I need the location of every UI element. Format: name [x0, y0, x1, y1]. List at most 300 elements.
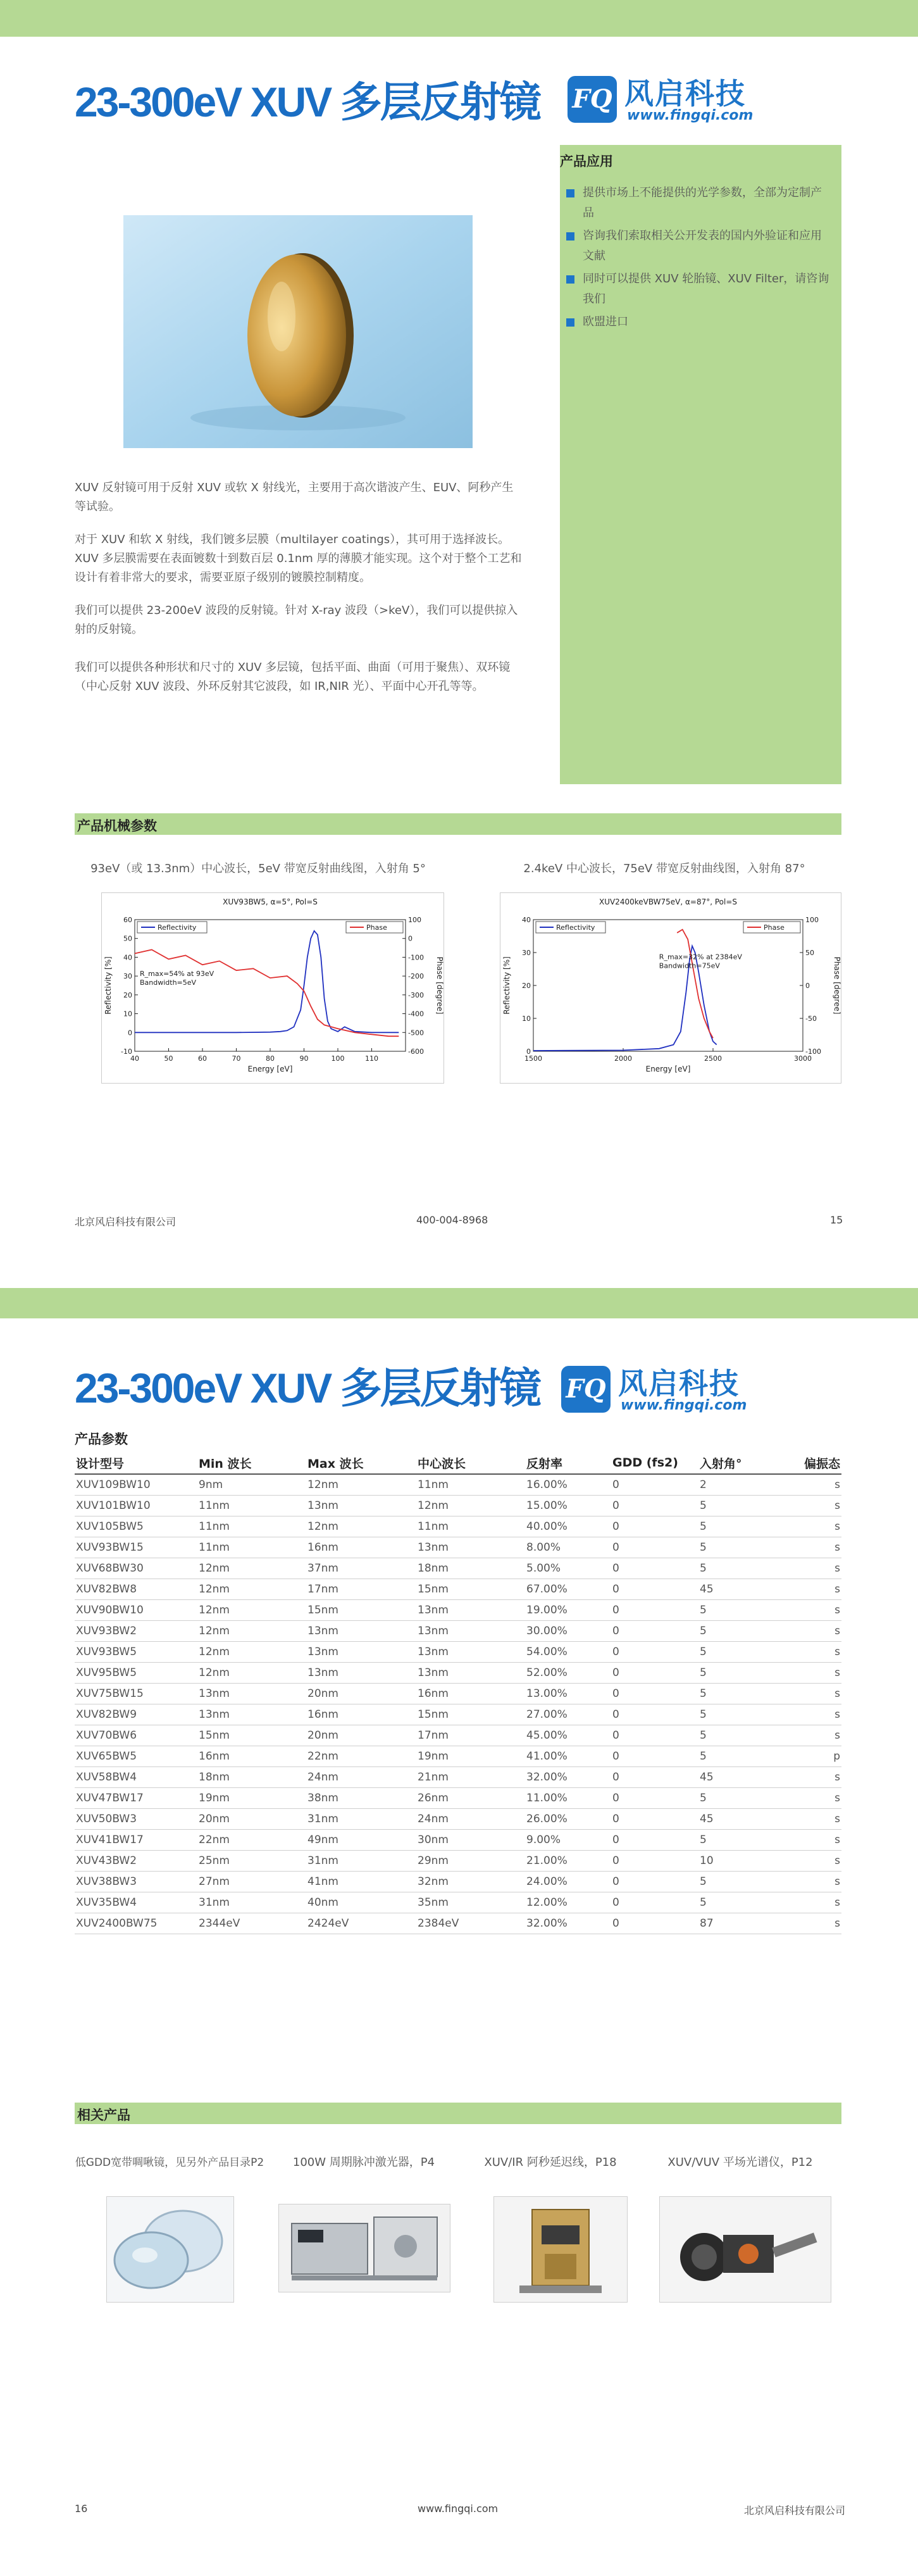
logo-url: www.fingqi.com	[627, 108, 754, 123]
y2-tick-label: -100	[408, 953, 424, 962]
table-row	[75, 1788, 841, 1809]
y2-tick-label: -200	[408, 972, 424, 981]
table-row	[75, 1913, 841, 1934]
table-cell: 13nm	[197, 1704, 306, 1725]
list-item: 欧盟进口	[566, 312, 832, 332]
table-row	[75, 1642, 841, 1663]
table-row	[75, 1474, 841, 1496]
table-cell: 5	[698, 1746, 796, 1767]
x-tick-label: 1500	[524, 1054, 542, 1063]
table-cell: 0	[611, 1663, 698, 1684]
y2-tick-label: 100	[805, 916, 819, 924]
y2-tick-label: -300	[408, 991, 424, 999]
table-cell: 24nm	[306, 1767, 416, 1788]
table-cell: s	[796, 1913, 841, 1934]
y-tick-label: 20	[123, 991, 132, 999]
related-product-label: 100W 周期脉冲激光器，P4	[292, 2156, 435, 2169]
table-row	[75, 1496, 841, 1516]
x-tick-label: 90	[299, 1054, 309, 1063]
y2-tick-label: 50	[805, 949, 814, 957]
footer-page-number: 15	[830, 1214, 843, 1226]
table-cell: 12nm	[306, 1516, 416, 1537]
y2-tick-label: -600	[408, 1047, 424, 1056]
y2-tick-label: -500	[408, 1029, 424, 1037]
table-cell: 5	[698, 1872, 796, 1892]
table-row	[75, 1725, 841, 1746]
table-cell: 24nm	[416, 1809, 525, 1830]
plot-area	[533, 920, 803, 1051]
table-cell: 30.00%	[525, 1621, 611, 1642]
table-cell: 11nm	[197, 1496, 306, 1516]
table-cell: 11nm	[197, 1516, 306, 1537]
table-cell: 0	[611, 1746, 698, 1767]
table-cell: 54.00%	[525, 1642, 611, 1663]
mirror-photo	[123, 215, 473, 448]
logo-mark-icon: FQ	[561, 1366, 611, 1413]
section-title: 产品机械参数	[77, 818, 157, 834]
table-cell: 12nm	[197, 1558, 306, 1579]
table-cell: 15.00%	[525, 1496, 611, 1516]
table-cell: 15nm	[306, 1600, 416, 1621]
y-axis-label: Reflectivity [%]	[502, 956, 511, 1015]
table-row	[75, 1558, 841, 1579]
table-cell: XUV93BW5	[75, 1642, 197, 1663]
table-cell: 13.00%	[525, 1684, 611, 1704]
x-tick-label: 2500	[704, 1054, 722, 1063]
table-cell: 12.00%	[525, 1892, 611, 1913]
table-cell: 0	[611, 1788, 698, 1809]
y-axis-label: Reflectivity [%]	[104, 956, 113, 1015]
table-cell: 24.00%	[525, 1872, 611, 1892]
reflectivity-chart-2	[500, 892, 841, 1084]
table-cell: 11nm	[416, 1516, 525, 1537]
table-cell: 25nm	[197, 1851, 306, 1872]
table-cell: 19.00%	[525, 1600, 611, 1621]
chart-annotation: R_max=32% at 2384eV	[659, 953, 742, 961]
table-cell: XUV47BW17	[75, 1788, 197, 1809]
bullet-square-icon	[566, 189, 574, 197]
y2-tick-label: 0	[408, 934, 412, 943]
delay-line-image[interactable]	[493, 2196, 628, 2303]
legend-entry: Reflectivity	[158, 923, 197, 932]
table-cell: 87	[698, 1913, 796, 1934]
table-cell: XUV68BW30	[75, 1558, 197, 1579]
table-cell: 16.00%	[525, 1474, 611, 1496]
table-cell: XUV58BW4	[75, 1767, 197, 1788]
table-cell: 20nm	[306, 1684, 416, 1704]
table-cell: XUV43BW2	[75, 1851, 197, 1872]
table-cell: 5	[698, 1621, 796, 1642]
applications-list	[566, 183, 832, 335]
table-cell: 17nm	[416, 1725, 525, 1746]
table-row	[75, 1537, 841, 1558]
table-cell: 41.00%	[525, 1746, 611, 1767]
table-cell: 5	[698, 1788, 796, 1809]
spec-table	[75, 1452, 841, 1934]
spectrometer-image[interactable]	[659, 2196, 831, 2303]
col-header: 反射率	[525, 1452, 611, 1474]
table-cell: s	[796, 1621, 841, 1642]
bullet-square-icon	[566, 275, 574, 284]
table-cell: s	[796, 1558, 841, 1579]
table-cell: 11.00%	[525, 1788, 611, 1809]
table-cell: XUV90BW10	[75, 1600, 197, 1621]
coating-paragraph: 对于 XUV 和软 X 射线，我们镀多层膜（multilayer coatings），其可用于选择波长。XUV 多层膜需要在表面镀数十到数百层 0.1nm 厚的薄膜才能实现。这个对于整个工艺和设计有着非常大的要求，需要亚原子级别的镀膜控制精度。	[75, 533, 522, 584]
table-cell: 5	[698, 1684, 796, 1704]
table-cell: 12nm	[306, 1474, 416, 1496]
table-cell: 0	[611, 1725, 698, 1746]
table-cell: 15nm	[416, 1579, 525, 1600]
table-cell: XUV82BW9	[75, 1704, 197, 1725]
table-cell: 12nm	[197, 1621, 306, 1642]
footer-company: 北京风启科技有限公司	[744, 2504, 846, 2517]
x-tick-label: 2000	[614, 1054, 632, 1063]
chirped-mirror-image[interactable]	[106, 2196, 234, 2303]
logo-name: 风启科技	[624, 77, 746, 111]
footer-company: 北京风启科技有限公司	[75, 1216, 177, 1228]
table-cell: 5	[698, 1642, 796, 1663]
table-cell: XUV75BW15	[75, 1684, 197, 1704]
table-row	[75, 1704, 841, 1725]
table-cell: 0	[611, 1474, 698, 1496]
table-cell: 10	[698, 1851, 796, 1872]
table-cell: s	[796, 1767, 841, 1788]
table-cell: 0	[611, 1558, 698, 1579]
table-cell: s	[796, 1600, 841, 1621]
table-cell: 18nm	[197, 1767, 306, 1788]
table-cell: 16nm	[197, 1746, 306, 1767]
table-cell: 0	[611, 1809, 698, 1830]
table-cell: 15nm	[197, 1725, 306, 1746]
table-cell: 0	[611, 1516, 698, 1537]
table-cell: 5	[698, 1600, 796, 1621]
table-cell: 9nm	[197, 1474, 306, 1496]
table-cell: 12nm	[197, 1663, 306, 1684]
table-row	[75, 1684, 841, 1704]
bullet-square-icon	[566, 232, 574, 241]
table-cell: XUV105BW5	[75, 1516, 197, 1537]
table-cell: 5	[698, 1516, 796, 1537]
y2-tick-label: -400	[408, 1010, 424, 1018]
table-cell: 0	[611, 1872, 698, 1892]
y2-axis-label: Phase [degree]	[833, 956, 841, 1015]
logo-url: www.fingqi.com	[621, 1397, 747, 1413]
table-cell: 0	[611, 1537, 698, 1558]
chart-caption-2: 2.4keV 中心波长，75eV 带宽反射曲线图，入射角 87°	[523, 862, 805, 875]
table-cell: 0	[611, 1684, 698, 1704]
x-axis-label: Energy [eV]	[247, 1065, 293, 1073]
page-title: 23-300eV XUV 多层反射镜	[75, 78, 540, 125]
table-cell: s	[796, 1579, 841, 1600]
table-row	[75, 1830, 841, 1851]
table-cell: 29nm	[416, 1851, 525, 1872]
related-products-section	[75, 2103, 841, 2124]
table-cell: 20nm	[306, 1725, 416, 1746]
col-header: Min 波长	[197, 1452, 306, 1474]
y-tick-label: 0	[526, 1047, 531, 1056]
laser-image[interactable]	[278, 2204, 450, 2292]
applications-panel	[560, 145, 841, 784]
table-cell: 2344eV	[197, 1913, 306, 1934]
table-cell: 31nm	[197, 1892, 306, 1913]
table-cell: 40.00%	[525, 1516, 611, 1537]
top-banner	[0, 0, 918, 37]
table-cell: 5	[698, 1830, 796, 1851]
table-cell: 5.00%	[525, 1558, 611, 1579]
table-cell: 40nm	[306, 1892, 416, 1913]
table-row	[75, 1621, 841, 1642]
chart-annotation: R_max=54% at 93eV	[140, 970, 214, 979]
table-cell: 30nm	[416, 1830, 525, 1851]
table-cell: 52.00%	[525, 1663, 611, 1684]
table-cell: XUV50BW3	[75, 1809, 197, 1830]
legend-entry: Reflectivity	[556, 923, 595, 932]
y-tick-label: 60	[123, 916, 132, 924]
range-paragraph: 我们可以提供 23-200eV 波段的反射镜。针对 X-ray 波段（>keV），我们可以提供掠入射的反射镜。	[75, 604, 518, 636]
table-cell: 13nm	[306, 1663, 416, 1684]
x-tick-label: 3000	[794, 1054, 812, 1063]
chart-title: XUV93BW5, α=5°, Pol=S	[223, 897, 318, 906]
chart-svg	[102, 893, 443, 1083]
table-row	[75, 1767, 841, 1788]
table-cell: 5	[698, 1537, 796, 1558]
table-cell: 21nm	[416, 1767, 525, 1788]
chart-svg	[500, 893, 841, 1083]
x-tick-label: 80	[266, 1054, 275, 1063]
table-cell: 38nm	[306, 1788, 416, 1809]
intro-paragraph: XUV 反射镜可用于反射 XUV 或软 X 射线光，主要用于高次谐波产生、EUV、阿秒产生等试验。	[75, 481, 514, 513]
table-cell: 0	[611, 1579, 698, 1600]
table-cell: 12nm	[197, 1579, 306, 1600]
table-cell: 13nm	[306, 1496, 416, 1516]
y-tick-label: 40	[522, 916, 531, 924]
x-tick-label: 100	[331, 1054, 345, 1063]
table-cell: XUV38BW3	[75, 1872, 197, 1892]
table-cell: 41nm	[306, 1872, 416, 1892]
related-product-label: XUV/IR 阿秒延迟线，P18	[484, 2156, 617, 2169]
table-cell: 5	[698, 1725, 796, 1746]
table-cell: 0	[611, 1496, 698, 1516]
list-item: 咨询我们索取相关公开发表的国内外验证和应用文献	[566, 226, 832, 266]
table-cell: 5	[698, 1663, 796, 1684]
table-cell: 13nm	[416, 1642, 525, 1663]
table-cell: XUV41BW17	[75, 1830, 197, 1851]
table-cell: 45	[698, 1767, 796, 1788]
table-cell: 20nm	[197, 1809, 306, 1830]
list-item: 提供市场上不能提供的光学参数，全部为定制产品	[566, 183, 832, 223]
table-cell: 11nm	[197, 1537, 306, 1558]
col-header: 设计型号	[75, 1452, 197, 1474]
table-cell: 16nm	[306, 1537, 416, 1558]
table-cell: s	[796, 1663, 841, 1684]
table-cell: s	[796, 1684, 841, 1704]
x-tick-label: 110	[365, 1054, 378, 1063]
table-cell: 27.00%	[525, 1704, 611, 1725]
table-cell: XUV95BW5	[75, 1663, 197, 1684]
table-cell: 13nm	[306, 1621, 416, 1642]
brand-logo	[568, 71, 757, 134]
brand-logo	[561, 1361, 751, 1424]
table-row	[75, 1809, 841, 1830]
table-cell: 19nm	[197, 1788, 306, 1809]
table-cell: 12nm	[197, 1642, 306, 1663]
table-cell: s	[796, 1809, 841, 1830]
table-cell: 31nm	[306, 1851, 416, 1872]
table-cell: XUV35BW4	[75, 1892, 197, 1913]
x-axis-label: Energy [eV]	[645, 1065, 691, 1073]
table-cell: 22nm	[306, 1746, 416, 1767]
table-cell: s	[796, 1496, 841, 1516]
table-row	[75, 1579, 841, 1600]
table-cell: 67.00%	[525, 1579, 611, 1600]
table-cell: s	[796, 1537, 841, 1558]
table-cell: XUV109BW10	[75, 1474, 197, 1496]
chart-annotation: Bandwidth=75eV	[659, 961, 720, 970]
y2-tick-label: 100	[408, 916, 421, 924]
table-cell: 27nm	[197, 1872, 306, 1892]
table-cell: 45	[698, 1579, 796, 1600]
x-tick-label: 70	[232, 1054, 241, 1063]
col-header: Max 波长	[306, 1452, 416, 1474]
table-cell: 32.00%	[525, 1767, 611, 1788]
table-cell: 0	[611, 1600, 698, 1621]
chart-annotation: Bandwidth=5eV	[140, 979, 197, 987]
table-cell: 0	[611, 1621, 698, 1642]
x-tick-label: 40	[130, 1054, 139, 1063]
legend-entry: Phase	[764, 923, 785, 932]
table-cell: 26.00%	[525, 1809, 611, 1830]
shapes-paragraph: 我们可以提供各种形状和尺寸的 XUV 多层镜，包括平面、曲面（可用于聚焦）、双环镜（中心反射 XUV 波段、外环反射其它波段，如 IR,NIR 光）、平面中心开孔等等。	[75, 661, 511, 693]
table-cell: 0	[611, 1642, 698, 1663]
table-cell: 49nm	[306, 1830, 416, 1851]
table-cell: 9.00%	[525, 1830, 611, 1851]
y2-tick-label: -100	[805, 1047, 821, 1056]
table-cell: 0	[611, 1851, 698, 1872]
y-tick-label: 30	[522, 949, 531, 957]
table-cell: 35nm	[416, 1892, 525, 1913]
chart-title: XUV2400keVBW75eV, α=87°, Pol=S	[599, 897, 738, 906]
table-row	[75, 1892, 841, 1913]
table-cell: 2384eV	[416, 1913, 525, 1934]
table-cell: p	[796, 1746, 841, 1767]
x-tick-label: 50	[164, 1054, 173, 1063]
table-row	[75, 1872, 841, 1892]
footer-page-number: 16	[75, 2503, 88, 2515]
table-cell: 0	[611, 1767, 698, 1788]
legend-entry: Phase	[366, 923, 387, 932]
table-cell: 13nm	[416, 1663, 525, 1684]
col-header: 中心波长	[416, 1452, 525, 1474]
col-header: 入射角°	[698, 1452, 796, 1474]
table-cell: 26nm	[416, 1788, 525, 1809]
page-title: 23-300eV XUV 多层反射镜	[75, 1365, 540, 1411]
table-cell: s	[796, 1725, 841, 1746]
y-tick-label: -10	[121, 1047, 132, 1056]
table-cell: 13nm	[416, 1600, 525, 1621]
col-header: 偏振态	[796, 1452, 841, 1474]
table-cell: 16nm	[306, 1704, 416, 1725]
table-cell: 5	[698, 1892, 796, 1913]
y-tick-label: 10	[123, 1010, 132, 1018]
related-product-label: 低GDD宽带啁啾镜，见另外产品目录P2	[75, 2156, 264, 2169]
table-cell: XUV93BW15	[75, 1537, 197, 1558]
table-cell: 32nm	[416, 1872, 525, 1892]
table-cell: 22nm	[197, 1830, 306, 1851]
table-cell: 5	[698, 1496, 796, 1516]
list-item: 同时可以提供 XUV 轮胎镜、XUV Filter，请咨询我们	[566, 269, 832, 309]
table-cell: 0	[611, 1830, 698, 1851]
table-cell: s	[796, 1851, 841, 1872]
table-cell: 18nm	[416, 1558, 525, 1579]
table-cell: s	[796, 1788, 841, 1809]
table-cell: 0	[611, 1704, 698, 1725]
table-cell: 2424eV	[306, 1913, 416, 1934]
y-tick-label: 50	[123, 934, 132, 943]
table-cell: XUV101BW10	[75, 1496, 197, 1516]
table-cell: 45.00%	[525, 1725, 611, 1746]
table-cell: 12nm	[197, 1600, 306, 1621]
table-row	[75, 1516, 841, 1537]
table-cell: 45	[698, 1809, 796, 1830]
table-cell: 8.00%	[525, 1537, 611, 1558]
related-product-label: XUV/VUV 平场光谱仪，P12	[667, 2156, 813, 2169]
table-cell: 32.00%	[525, 1913, 611, 1934]
table-cell: 16nm	[416, 1684, 525, 1704]
table-header-row	[75, 1452, 841, 1474]
table-cell: s	[796, 1474, 841, 1496]
params-title: 产品参数	[75, 1432, 128, 1447]
table-cell: 13nm	[306, 1642, 416, 1663]
reflectivity-chart-1	[101, 892, 444, 1084]
chart-caption-1: 93eV（或 13.3nm）中心波长，5eV 带宽反射曲线图，入射角 5°	[90, 862, 426, 875]
table-cell: 12nm	[416, 1496, 525, 1516]
table-cell: XUV70BW6	[75, 1725, 197, 1746]
bullet-square-icon	[566, 318, 574, 327]
table-cell: 13nm	[416, 1537, 525, 1558]
top-banner	[0, 1288, 918, 1318]
table-cell: s	[796, 1892, 841, 1913]
table-cell: s	[796, 1642, 841, 1663]
table-cell: 2	[698, 1474, 796, 1496]
table-cell: 21.00%	[525, 1851, 611, 1872]
footer-url: www.fingqi.com	[418, 2503, 499, 2515]
col-header: GDD (fs2)	[611, 1452, 698, 1474]
table-cell: 11nm	[416, 1474, 525, 1496]
y-tick-label: 40	[123, 953, 132, 962]
logo-mark-icon: FQ	[568, 76, 617, 123]
table-row	[75, 1746, 841, 1767]
table-cell: s	[796, 1516, 841, 1537]
footer-phone: 400-004-8968	[416, 1214, 488, 1226]
table-cell: XUV2400BW75	[75, 1913, 197, 1934]
table-cell: s	[796, 1704, 841, 1725]
table-row	[75, 1600, 841, 1621]
section-title: 相关产品	[77, 2108, 130, 2123]
table-cell: 0	[611, 1913, 698, 1934]
table-cell: XUV82BW8	[75, 1579, 197, 1600]
table-cell: 5	[698, 1704, 796, 1725]
y-tick-label: 20	[522, 982, 531, 990]
y-tick-label: 0	[128, 1029, 132, 1037]
table-row	[75, 1851, 841, 1872]
table-cell: 17nm	[306, 1579, 416, 1600]
table-row	[75, 1663, 841, 1684]
applications-heading: 产品应用	[560, 154, 613, 169]
table-cell: 0	[611, 1892, 698, 1913]
table-cell: XUV93BW2	[75, 1621, 197, 1642]
table-cell: 15nm	[416, 1704, 525, 1725]
y-tick-label: 30	[123, 972, 132, 981]
